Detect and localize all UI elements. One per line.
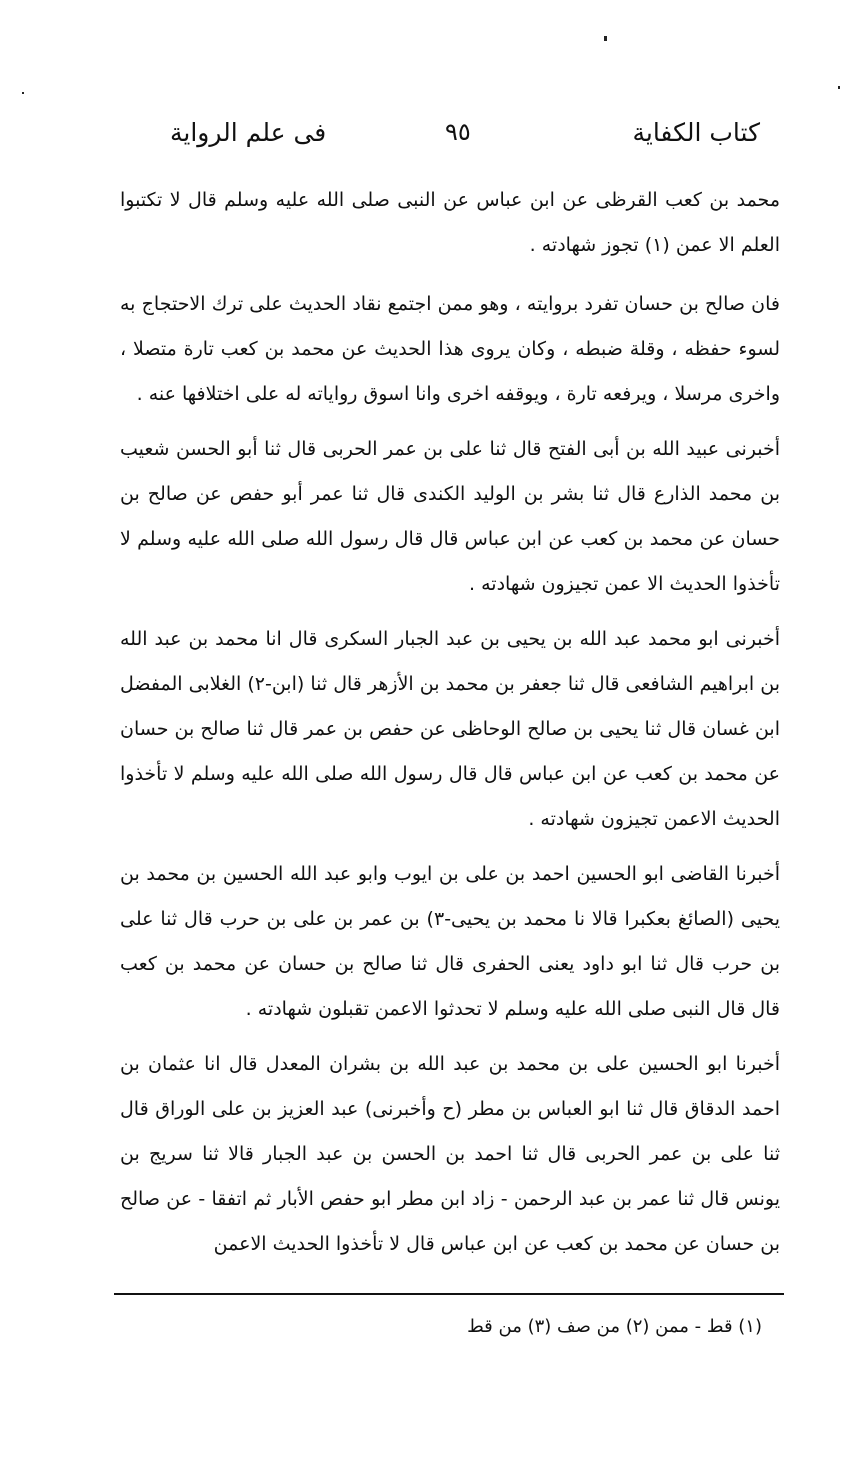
main-text [120,178,780,1277]
book-subject: فى علم الرواية [170,118,327,147]
footnote-divider [114,1293,784,1295]
paragraph: أخبرنى ابو محمد عبد الله بن يحيى بن عبد الجبار السكرى قال انا محمد بن عبد الله بن ابراهيم الشافعى قال ثنا جعفر بن محمد بن الأزهر قال ثنا (ابن-٢) الغلابى المفضل ابن غسان قال ثنا يحيى بن صالح الوحاظى عن حفص بن عمر قال ثنا صالح بن حسان عن محمد بن كعب عن ابن عباس قال قال رسول الله صلى الله عليه وسلم لا تأخذوا الحديث الاعمن تجيزون شهادته . [120,628,780,830]
paragraph: محمد بن كعب القرظى عن ابن عباس عن النبى صلى الله عليه وسلم قال لا تكتبوا العلم الا عمن (١) تجوز شهادته . [120,189,780,256]
paragraph: أخبرنا ابو الحسين على بن محمد بن عبد الله بن بشران المعدل قال انا عثمان بن احمد الدقاق قال ثنا ابو العباس بن مطر (ح وأخبرنى) عبد العزيز بن على الوراق قال ثنا على بن عمر الحربى قال ثنا احمد بن الحسن بن عبد الجبار قالا ثنا سريج بن يونس قال ثنا عمر بن عبد الرحمن - زاد ابن مطر ابو حفص الأبار ثم اتفقا - عن صالح بن حسان عن محمد بن كعب عن ابن عباس قال لا تأخذوا الحديث الاعمن [120,1053,780,1255]
paragraph: أخبرنا القاضى ابو الحسين احمد بن على بن ايوب وابو عبد الله الحسين بن محمد بن يحيى (الصائغ بعكبرا قالا نا محمد بن يحيى-٣) بن عمر بن على بن حرب قال ثنا على بن حرب قال ثنا ابو داود يعنى الحفرى قال ثنا صالح بن حسان عن محمد بن كعب قال قال النبى صلى الله عليه وسلم لا تحدثوا الاعمن تقبلون شهادته . [120,863,781,1020]
paragraph: فان صالح بن حسان تفرد بروايته ، وهو ممن اجتمع نقاد الحديث على ترك الاحتجاج به لسوء حفظه ، وقلة ضبطه ، وكان يروى هذا الحديث عن محمد بن كعب تارة متصلا ، واخرى مرسلا ، ويرفعه تارة ، ويوقفه اخرى وانا اسوق رواياته له على اختلافها عنه . [120,293,780,405]
book-title: كتاب الكفاية [632,118,760,147]
paragraph: أخبرنى عبيد الله بن أبى الفتح قال ثنا على بن عمر الحربى قال ثنا أبو الحسن شعيب بن محمد الذارع قال ثنا بشر بن الوليد الكندى قال ثنا عمر أبو حفص عن صالح بن حسان عن محمد بن كعب عن ابن عباس قال قال رسول الله صلى الله عليه وسلم لا تأخذوا الحديث الا عمن تجيزون شهادته . [120,438,780,595]
page-number: ٩٥ [445,118,471,146]
scan-speck [838,86,840,89]
footnote: (١) قط - ممن (٢) من صف (٣) من قط [467,1316,762,1337]
scan-speck [22,92,24,94]
scan-speck [604,36,607,41]
page-header [170,118,760,158]
